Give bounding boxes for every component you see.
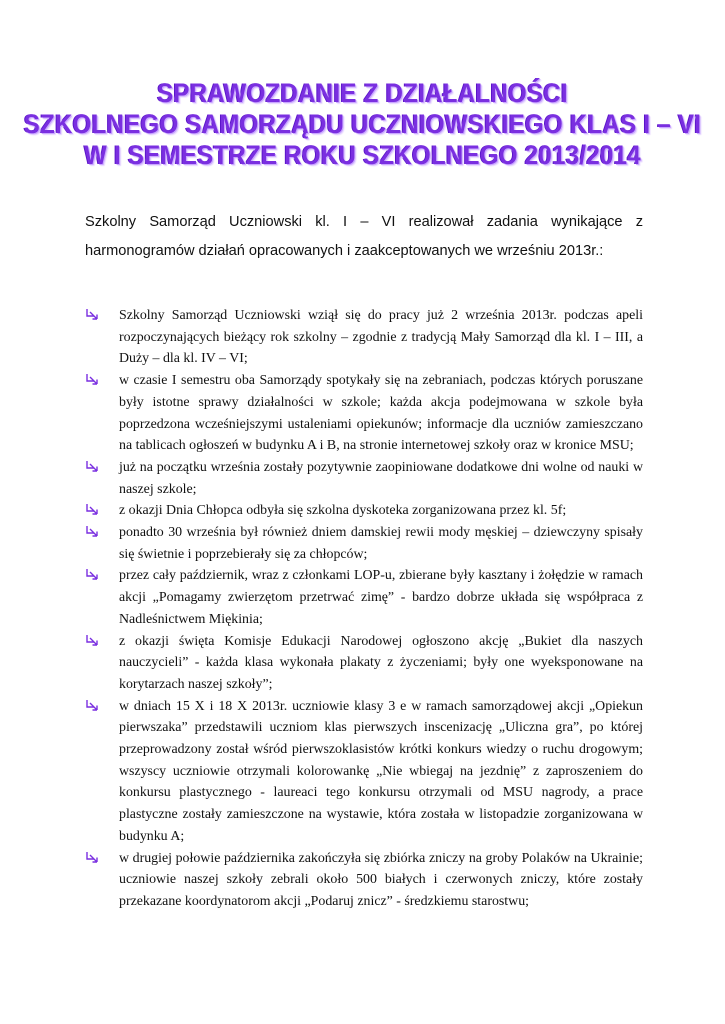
arrow-bullet-icon — [85, 459, 101, 475]
arrow-bullet-icon — [85, 307, 101, 323]
arrow-bullet-icon — [85, 698, 101, 714]
list-item — [85, 457, 643, 500]
list-item — [85, 522, 643, 565]
list-item-text: ponadto 30 września był również dniem damskiej rewii mody męskiej – dziewczyny spisały się świetnie i poprzebierały się za chłopców; — [119, 525, 643, 562]
report-title — [0, 78, 725, 171]
list-item — [85, 631, 643, 696]
list-item-text: przez cały październik, wraz z członkami LOP-u, zbierane były kasztany i żołędzie w ramach akcji „Pomagamy zwierzętom przetrwać zimę” - bardzo dobrze układa się współpraca z Nadleśnictwem Miękinia; — [119, 568, 643, 627]
list-item — [85, 565, 643, 630]
list-item-text: Szkolny Samorząd Uczniowski wziął się do pracy już 2 września 2013r. podczas apeli rozpoczynających bieżący rok szkolny – zgodnie z tradycją Mały Samorząd dla kl. I – III, a Duży – dla kl. IV – VI; — [119, 308, 643, 367]
arrow-bullet-icon — [85, 502, 101, 518]
arrow-bullet-icon — [85, 524, 101, 540]
list-item — [85, 305, 643, 370]
list-item-text: już na początku września zostały pozytywnie zaopiniowane dodatkowe dni wolne od nauki w naszej szkole; — [119, 459, 643, 497]
title-line-3: W I SEMESTRZE ROKU SZKOLNEGO 2013/2014 — [84, 140, 641, 171]
arrow-bullet-icon — [85, 850, 101, 866]
list-item — [85, 500, 643, 522]
list-item-text: w dniach 15 X i 18 X 2013r. uczniowie klasy 3 e w ramach samorządowej akcji „Opiekun pierwszaka” przedstawili uczniom klas pierwszych inscenizację „Uliczna gra”, po której przeprowadzony został wśród pierwszoklasistów krótki konkurs wiedzy o ruchu drogowym; wszyscy uczniowie otrzymali kolorowankę „Nie wbiegaj na jezdnię” z zaproszeniem do konkursu plastycznego - laureaci tego konkursu otrzymali od MSU nagrody, a prace plastyczne zostały zamieszczone na wystawie, która została w listopadzie zorganizowana w budynku A; — [119, 698, 643, 844]
list-item — [85, 848, 643, 913]
list-item — [85, 696, 643, 848]
arrow-bullet-icon — [85, 633, 101, 649]
activity-list — [85, 305, 643, 913]
arrow-bullet-icon — [85, 372, 101, 388]
list-item-text: w czasie I semestru oba Samorządy spotykały się na zebraniach, podczas których poruszane były istotne sprawy działalności w szkole; każda akcja podejmowana w szkole była poprzedzona wcześniejszymi ustaleniami opiekunów; informacje dla uczniów zamieszczano na tablicach ogłoszeń w budynku A i B, na stronie internetowej szkoły oraz w kronice MSU; — [119, 373, 643, 454]
intro-paragraph: Szkolny Samorząd Uczniowski kl. I – VI realizował zadania wynikające z harmonogramów działań opracowanych i zaakceptowanych we wrześniu 2013r.: — [85, 214, 643, 259]
list-item — [85, 370, 643, 457]
list-item-text: z okazji Dnia Chłopca odbyła się szkolna dyskoteka zorganizowana przez kl. 5f; — [119, 503, 567, 519]
title-line-1: SPRAWOZDANIE Z DZIAŁALNOŚCI — [157, 78, 568, 109]
list-item-text: w drugiej połowie października zakończyła się zbiórka zniczy na groby Polaków na Ukrainie; uczniowie naszej szkoły zebrali około 500 białych i czerwonych zniczy, które zostały przekazane koordynatorom akcji „Podaruj znicz” - średzkiemu starostwu; — [119, 850, 643, 909]
list-item-text: z okazji święta Komisje Edukacji Narodowej ogłoszono akcję „Bukiet dla naszych nauczycieli” - każda klasa wykonała plakaty z życzeniami; były one wyeksponowane na korytarzach naszej szkoły”; — [119, 633, 643, 692]
arrow-bullet-icon — [85, 567, 101, 583]
title-line-2: SZKOLNEGO SAMORZĄDU UCZNIOWSKIEGO KLAS I – VI — [23, 109, 702, 140]
